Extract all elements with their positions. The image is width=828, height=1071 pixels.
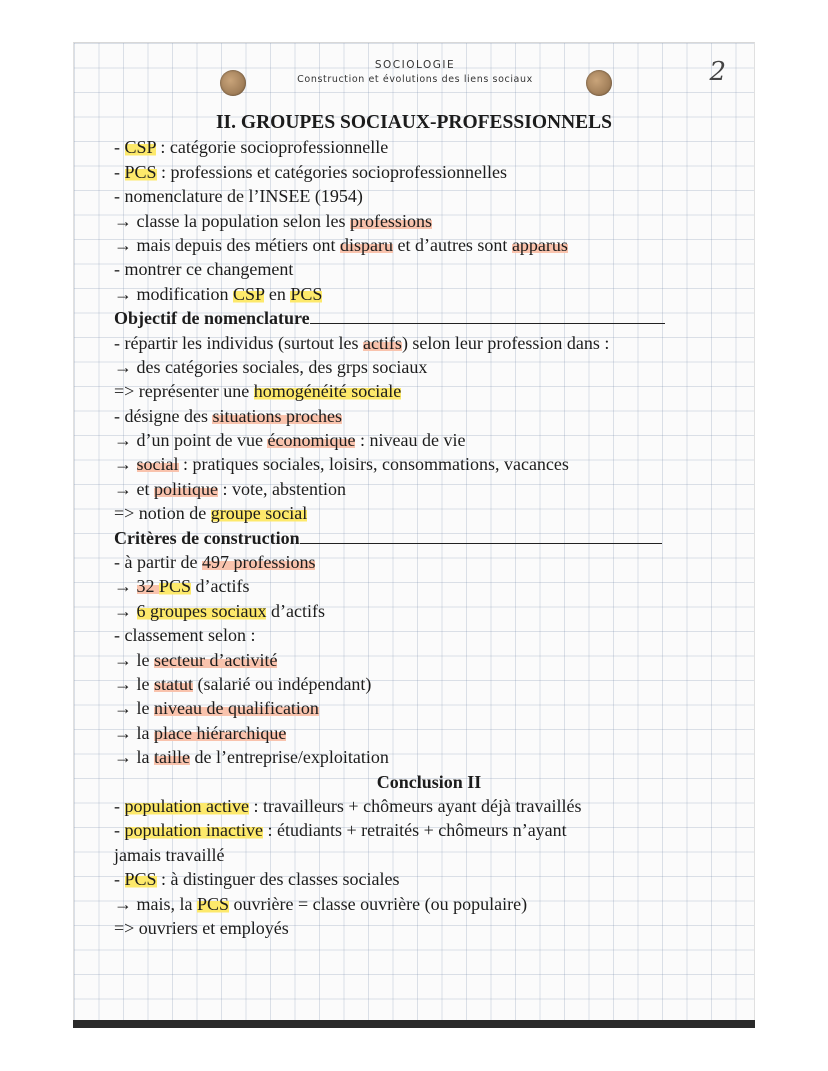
subheading-criteres: Critères de construction bbox=[114, 526, 744, 550]
highlight: apparus bbox=[511, 234, 568, 255]
highlight: 32 bbox=[136, 576, 159, 597]
highlight: 6 groupes sociaux bbox=[136, 600, 267, 621]
highlight: économique bbox=[267, 430, 356, 451]
highlight: population inactive bbox=[124, 820, 263, 841]
highlight: PCS bbox=[290, 283, 323, 304]
note-line: → d’un point de vue économique : niveau de vie bbox=[114, 430, 466, 451]
highlight: PCS bbox=[124, 161, 157, 182]
highlight: CSP bbox=[124, 137, 156, 158]
page-number: 2 bbox=[709, 57, 726, 87]
highlight: niveau de qualification bbox=[154, 698, 319, 719]
subheading-objectif: Objectif de nomenclature bbox=[114, 306, 744, 330]
note-line: => ouvriers et employés bbox=[114, 917, 289, 938]
note-line: → des catégories sociales, des grps sociaux bbox=[114, 356, 428, 377]
note-line: - population inactive : étudiants + retraités + chômeurs n’ayant bbox=[114, 820, 567, 841]
note-line: → social : pratiques sociales, loisirs, consommations, vacances bbox=[114, 454, 569, 475]
note-line: - classement selon : bbox=[114, 625, 256, 646]
highlight: taille bbox=[154, 747, 190, 768]
highlight: situations proches bbox=[212, 405, 342, 426]
highlight: population active bbox=[124, 795, 249, 816]
highlight: 497 professions bbox=[201, 552, 316, 573]
note-line: → classe la population selon les professions bbox=[114, 210, 432, 231]
note-line: → et politique : vote, abstention bbox=[114, 478, 346, 499]
highlight: politique bbox=[154, 478, 218, 499]
note-line: → le secteur d’activité bbox=[114, 649, 278, 670]
highlight: disparu bbox=[339, 234, 393, 255]
note-line: jamais travaillé bbox=[114, 844, 225, 865]
note-line: → 6 groupes sociaux d’actifs bbox=[114, 600, 325, 621]
highlight: PCS bbox=[197, 893, 230, 914]
note-line: → modification CSP en PCS bbox=[114, 283, 323, 304]
highlight: statut bbox=[154, 673, 193, 694]
header-subtitle: Construction et évolutions des liens sociaux bbox=[297, 74, 533, 85]
note-line: - désigne des situations proches bbox=[114, 405, 342, 426]
note-line: - CSP : catégorie socioprofessionnelle bbox=[114, 137, 389, 158]
subheading-conclusion: Conclusion II bbox=[376, 771, 482, 792]
note-line: → le statut (salarié ou indépendant) bbox=[114, 673, 372, 694]
note-line: → mais, la PCS ouvrière = classe ouvrière (ou populaire) bbox=[114, 893, 528, 914]
note-line: - nomenclature de l’INSEE (1954) bbox=[114, 186, 363, 207]
highlight: place hiérarchique bbox=[154, 722, 287, 743]
highlight: actifs bbox=[362, 332, 402, 353]
highlight: social bbox=[136, 454, 179, 475]
notes-content bbox=[114, 111, 744, 940]
note-line: → le niveau de qualification bbox=[114, 698, 319, 719]
section-title: II. GROUPES SOCIAUX-PROFESSIONNELS bbox=[215, 112, 613, 133]
note-line: => notion de groupe social bbox=[114, 503, 308, 524]
highlight: secteur d’activité bbox=[154, 649, 278, 670]
note-line: - à partir de 497 professions bbox=[114, 552, 316, 573]
note-line: - population active : travailleurs + chômeurs ayant déjà travaillés bbox=[114, 795, 582, 816]
note-line: - montrer ce changement bbox=[114, 259, 294, 280]
highlight: homogénéité sociale bbox=[253, 381, 402, 402]
note-line: → la taille de l’entreprise/exploitation bbox=[114, 747, 389, 768]
note-line: - PCS : à distinguer des classes sociales bbox=[114, 869, 400, 890]
highlight: PCS bbox=[159, 576, 192, 597]
header-subject: SOCIOLOGIE bbox=[374, 59, 456, 71]
highlight: professions bbox=[349, 210, 432, 231]
note-line: => représenter une homogénéité sociale bbox=[114, 381, 402, 402]
page-bottom-edge bbox=[73, 1020, 755, 1028]
highlight: groupe social bbox=[210, 503, 308, 524]
note-line: - répartir les individus (surtout les actifs) selon leur profession dans : bbox=[114, 332, 610, 353]
note-line: → la place hiérarchique bbox=[114, 722, 287, 743]
note-line: → 32 PCS d’actifs bbox=[114, 576, 250, 597]
highlight: CSP bbox=[232, 283, 265, 304]
note-line: → mais depuis des métiers ont disparu et d’autres sont apparus bbox=[114, 234, 568, 255]
notebook-page bbox=[73, 42, 755, 1027]
note-line: - PCS : professions et catégories socioprofessionnelles bbox=[114, 161, 507, 182]
highlight: PCS bbox=[124, 869, 157, 890]
